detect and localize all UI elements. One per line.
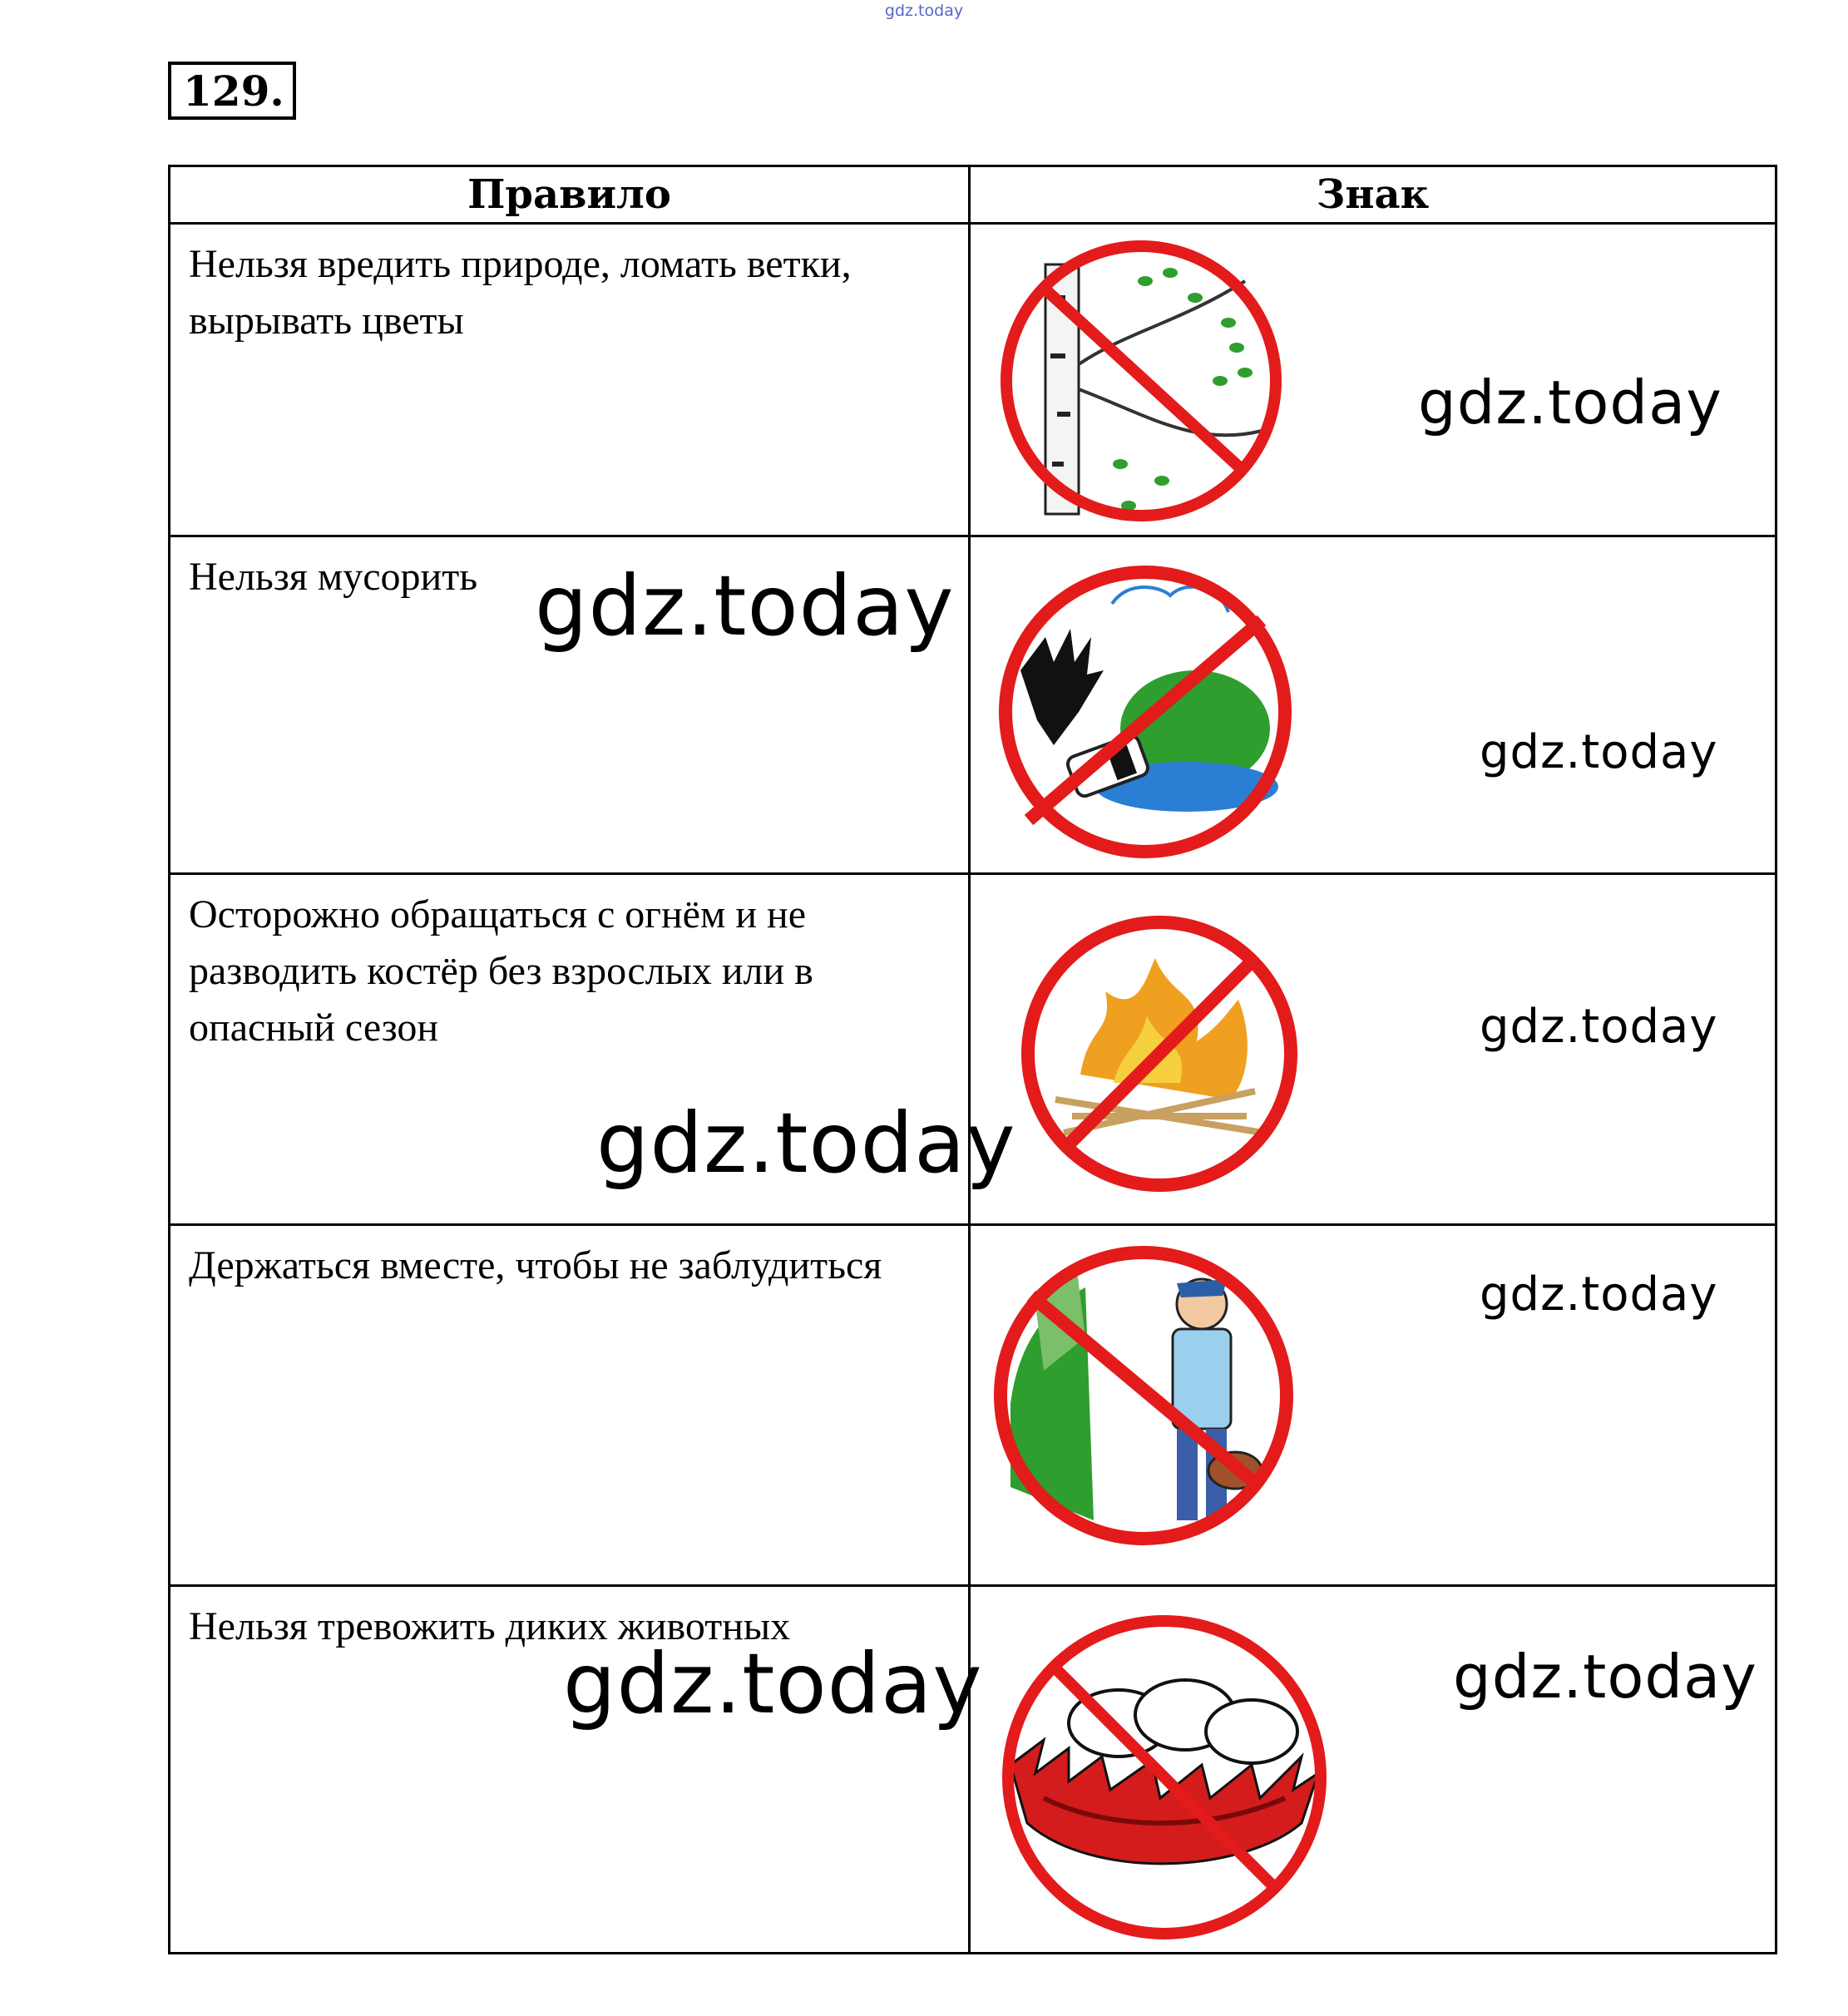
- rule-text: Нельзя мусорить: [189, 555, 478, 599]
- table-row: [170, 1586, 1776, 1954]
- no-disturbing-nests-icon: [994, 1607, 1327, 1939]
- rules-table: [168, 165, 1777, 1954]
- table-header-row: [170, 166, 1776, 224]
- watermark: gdz.today: [563, 1635, 983, 1732]
- no-breaking-branches-icon: [996, 231, 1287, 531]
- rule-cell: [170, 224, 970, 536]
- sign-cell: [970, 536, 1776, 874]
- no-campfire-icon: [1014, 908, 1305, 1199]
- sign-cell: [970, 224, 1776, 536]
- table-row: [170, 1225, 1776, 1586]
- watermark: gdz.today: [535, 557, 955, 655]
- table-row: [170, 224, 1776, 536]
- no-getting-lost-icon: [986, 1238, 1302, 1554]
- watermark: gdz.today: [1453, 1642, 1757, 1712]
- rule-cell: [170, 1586, 983, 1954]
- rule-text: Нельзя вредить природе, ломать ветки, вырывать цветы: [189, 242, 852, 343]
- rule-text: Нельзя тревожить диких животных: [189, 1604, 791, 1648]
- rule-cell: [170, 874, 1016, 1225]
- header-sign: Знак: [970, 166, 1776, 224]
- header-rule: Правило: [170, 166, 970, 224]
- rule-cell: [170, 1225, 970, 1586]
- top-watermark: gdz.today: [884, 2, 964, 20]
- watermark: gdz.today: [1480, 725, 1718, 779]
- sign-cell: [970, 874, 1776, 1225]
- rule-text: Осторожно обращаться с огнём и не разводить костёр без взрослых или в опасный сезон: [189, 892, 813, 1050]
- task-number: 129.: [168, 62, 296, 120]
- rule-text: Держаться вместе, чтобы не заблудиться: [189, 1243, 882, 1287]
- sign-cell: [970, 1225, 1776, 1586]
- table-row: [170, 874, 1776, 1225]
- no-littering-icon: [987, 554, 1303, 870]
- watermark: gdz.today: [1480, 1000, 1718, 1054]
- watermark: gdz.today: [596, 1094, 1016, 1192]
- table-row: [170, 536, 1776, 874]
- rule-cell: [170, 536, 970, 874]
- sign-cell: [970, 1586, 1776, 1954]
- watermark: gdz.today: [1480, 1267, 1718, 1322]
- watermark: gdz.today: [1418, 368, 1722, 437]
